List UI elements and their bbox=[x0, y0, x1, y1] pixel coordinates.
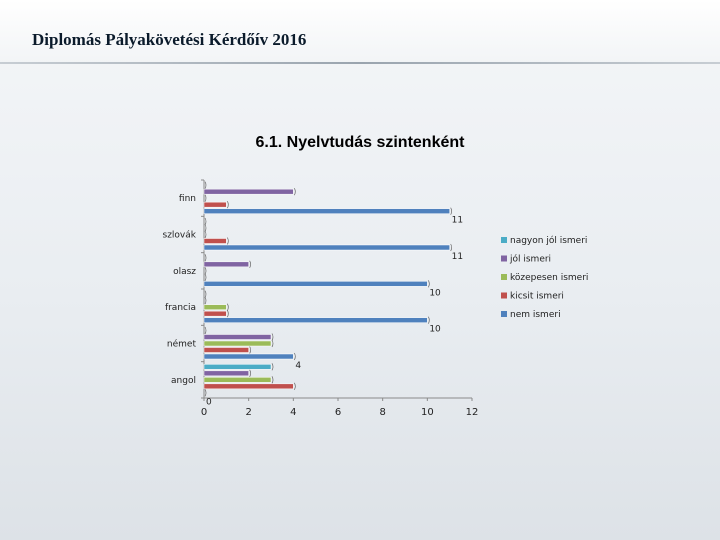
bar-end-cap bbox=[294, 188, 295, 195]
bar-end-cap bbox=[451, 244, 452, 251]
bar-német-2 bbox=[204, 341, 271, 346]
x-tick-label: 10 bbox=[420, 407, 434, 418]
bar-end-cap bbox=[205, 195, 206, 202]
bar-end-cap bbox=[294, 383, 295, 390]
bar-angol-1 bbox=[204, 371, 249, 376]
bar-end-cap bbox=[272, 334, 273, 341]
bar-francia-3 bbox=[204, 311, 226, 316]
bar-szlovák-4 bbox=[204, 245, 450, 250]
bar-end-cap bbox=[205, 291, 206, 298]
bar-német-4 bbox=[204, 354, 293, 359]
bar-szlovák-3 bbox=[204, 239, 226, 244]
y-tick-label-finn: finn bbox=[178, 194, 196, 205]
bar-finn-1 bbox=[204, 189, 293, 194]
slide-title: Diplomás Pályakövetési Kérdőív 2016 bbox=[32, 30, 307, 49]
bar-francia-4 bbox=[204, 318, 427, 323]
bar-finn-3 bbox=[204, 202, 226, 207]
bar-olasz-1 bbox=[204, 262, 249, 267]
legend-label-3: kicsit ismeri bbox=[510, 291, 564, 302]
bar-end-cap bbox=[205, 218, 206, 225]
bar-német-1 bbox=[204, 335, 271, 340]
bar-end-cap bbox=[205, 327, 206, 334]
bar-end-cap bbox=[272, 376, 273, 383]
bar-end-cap bbox=[205, 267, 206, 274]
legend-swatch-3 bbox=[501, 293, 507, 299]
bar-end-cap bbox=[227, 238, 228, 245]
data-label: 0 bbox=[206, 397, 212, 408]
bar-end-cap bbox=[250, 347, 251, 354]
bar-end-cap bbox=[227, 310, 228, 317]
legend-label-0: nagyon jól ismeri bbox=[510, 236, 588, 246]
x-tick-label: 8 bbox=[379, 407, 386, 418]
bar-end-cap bbox=[227, 201, 228, 208]
y-tick-label-szlovák: szlovák bbox=[162, 230, 196, 241]
data-label: 10 bbox=[429, 324, 441, 335]
bar-end-cap bbox=[451, 208, 452, 215]
bar-end-cap bbox=[272, 340, 273, 347]
y-tick-label-francia: francia bbox=[164, 303, 196, 314]
x-tick-label: 0 bbox=[200, 407, 208, 418]
legend-label-2: közepesen ismeri bbox=[510, 273, 589, 283]
y-tick-label-német: német bbox=[166, 339, 196, 350]
bar-end-cap bbox=[294, 353, 295, 360]
legend-label-4: nem ismeri bbox=[510, 310, 561, 320]
bar-end-cap bbox=[227, 304, 228, 311]
bar-angol-3 bbox=[204, 384, 293, 389]
bar-angol-2 bbox=[204, 377, 271, 382]
bar-end-cap bbox=[205, 389, 206, 396]
bar-end-cap bbox=[205, 254, 206, 261]
bar-end-cap bbox=[205, 274, 206, 281]
y-tick-label-olasz: olasz bbox=[173, 266, 196, 277]
bar-end-cap bbox=[272, 363, 273, 370]
x-tick-label: 12 bbox=[465, 407, 479, 418]
bar-olasz-4 bbox=[204, 281, 427, 286]
bar-end-cap bbox=[428, 280, 429, 287]
legend-swatch-2 bbox=[501, 274, 507, 280]
bar-finn-4 bbox=[204, 209, 450, 214]
chart-title: 6.1. Nyelvtudás szintenként bbox=[255, 134, 465, 151]
bar-end-cap bbox=[205, 297, 206, 304]
bar-end-cap bbox=[205, 231, 206, 238]
x-tick-label: 6 bbox=[334, 407, 342, 418]
legend-swatch-1 bbox=[501, 256, 507, 262]
bar-end-cap bbox=[250, 261, 251, 268]
y-tick-label-angol: angol bbox=[171, 375, 196, 386]
x-tick-label: 4 bbox=[290, 407, 297, 418]
bar-francia-2 bbox=[204, 305, 226, 310]
data-label: 11 bbox=[451, 215, 464, 226]
data-label: 11 bbox=[451, 252, 464, 262]
bar-end-cap bbox=[250, 370, 251, 377]
data-label: 4 bbox=[295, 361, 302, 371]
bar-end-cap bbox=[205, 182, 206, 189]
bar-end-cap bbox=[428, 317, 429, 324]
data-label: 10 bbox=[429, 288, 441, 299]
bar-angol-0 bbox=[204, 364, 271, 369]
legend-swatch-0 bbox=[501, 237, 507, 243]
bar-német-3 bbox=[204, 348, 249, 353]
legend-label-1: jól ismeri bbox=[510, 254, 552, 265]
x-tick-label: 2 bbox=[245, 407, 252, 418]
legend-swatch-4 bbox=[501, 311, 507, 317]
bar-end-cap bbox=[205, 225, 206, 232]
